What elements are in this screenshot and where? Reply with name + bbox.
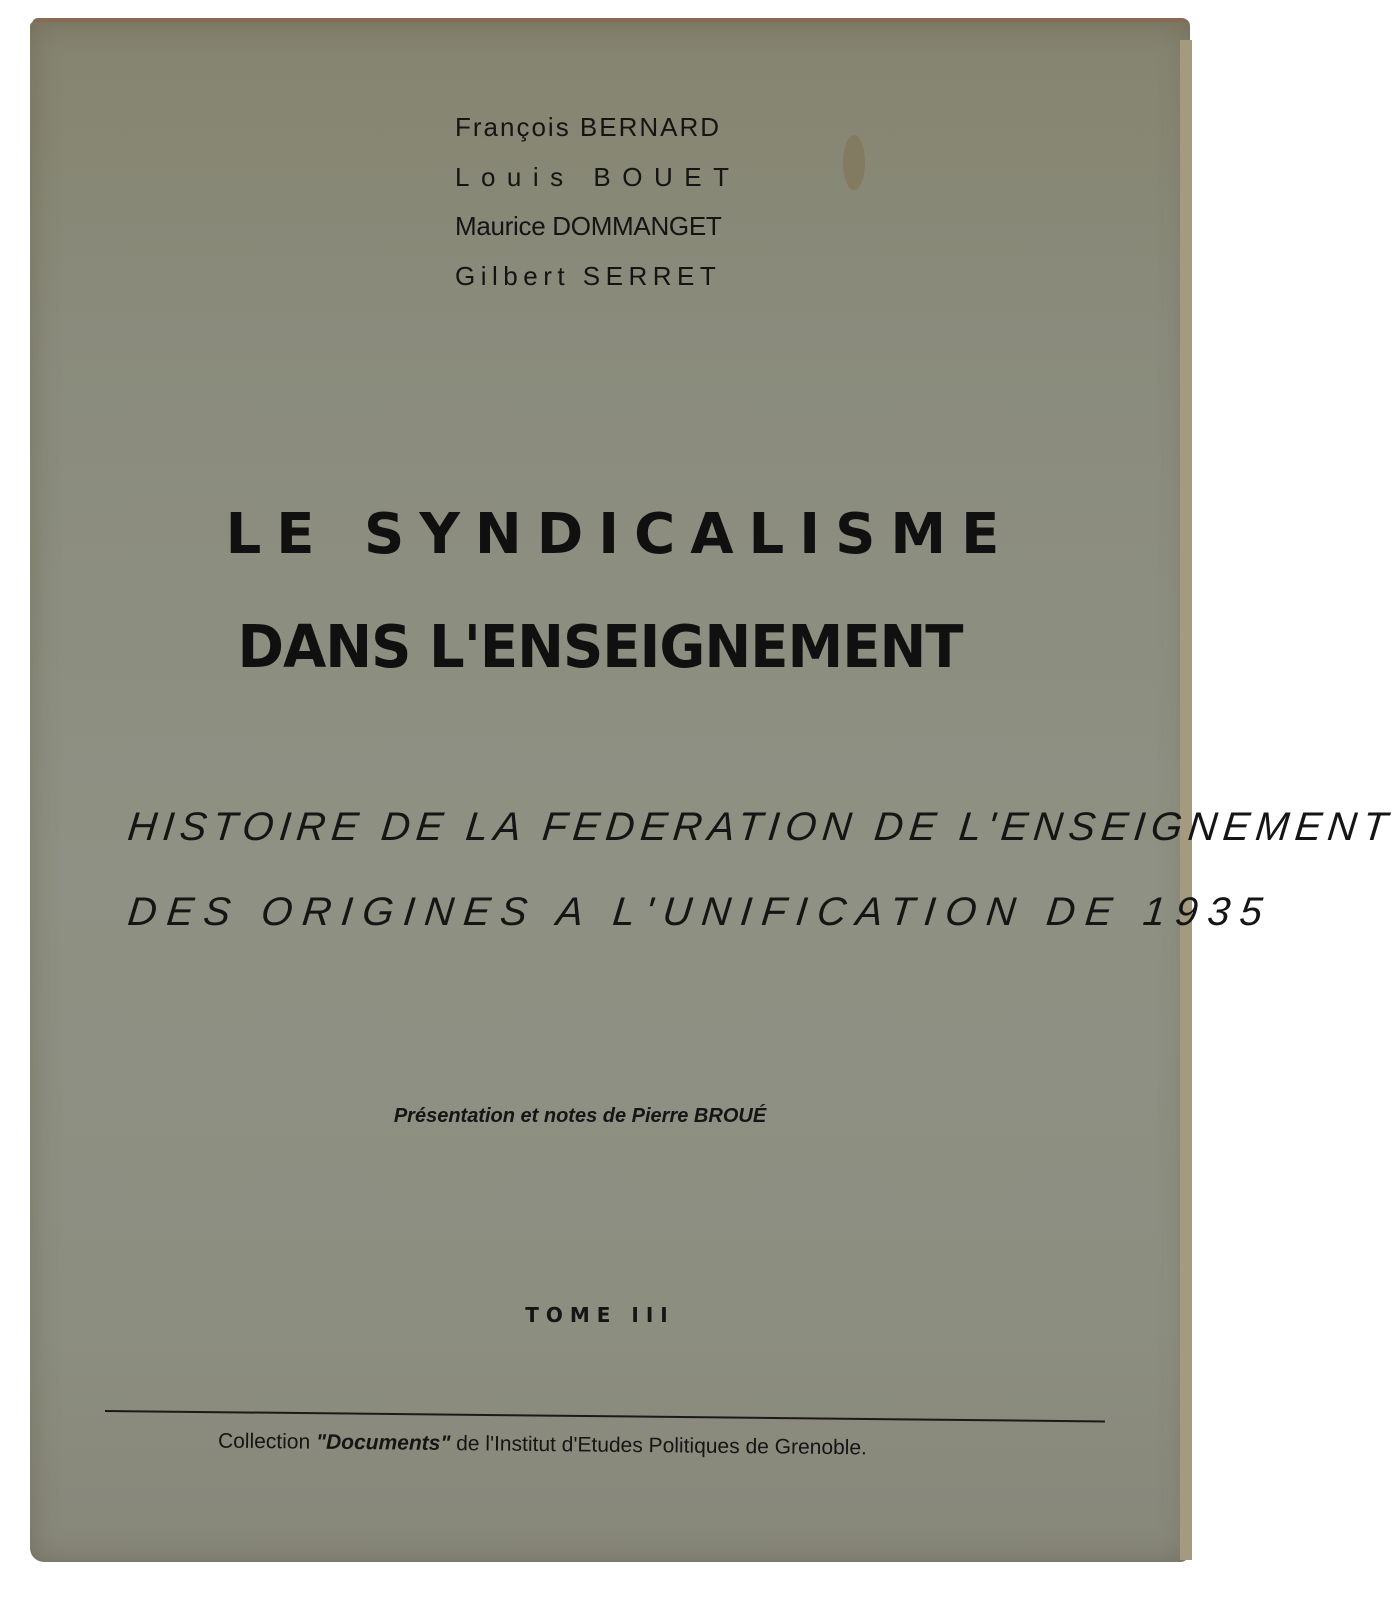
book-right-edge bbox=[1180, 40, 1192, 1560]
collection-name: "Documents" bbox=[315, 1430, 451, 1456]
subtitle-line-2: DES ORIGINES A L'UNIFICATION DE 1935 bbox=[125, 890, 1275, 934]
footer-suffix: de l'Institut d'Etudes Politiques de Grenoble. bbox=[450, 1432, 868, 1460]
subtitle-line-1: HISTOIRE DE LA FEDERATION DE L'ENSEIGNEMENT bbox=[125, 805, 1395, 849]
author-name: Gilbert SERRET bbox=[455, 260, 722, 291]
author-name: Maurice DOMMANGET bbox=[455, 211, 722, 241]
volume-label: TOME III bbox=[525, 1303, 675, 1327]
title-line-2: DANS L'ENSEIGNEMENT bbox=[237, 613, 963, 682]
footer-prefix: Collection bbox=[217, 1429, 317, 1454]
presentation-credit: Présentation et notes de Pierre BROUÉ bbox=[393, 1105, 767, 1127]
author-list bbox=[455, 103, 740, 301]
author-name: François BERNARD bbox=[455, 112, 722, 142]
stain-mark bbox=[843, 135, 865, 190]
title-line-1: LE SYNDICALISME bbox=[225, 502, 1015, 567]
author-name: Louis BOUET bbox=[455, 161, 741, 192]
